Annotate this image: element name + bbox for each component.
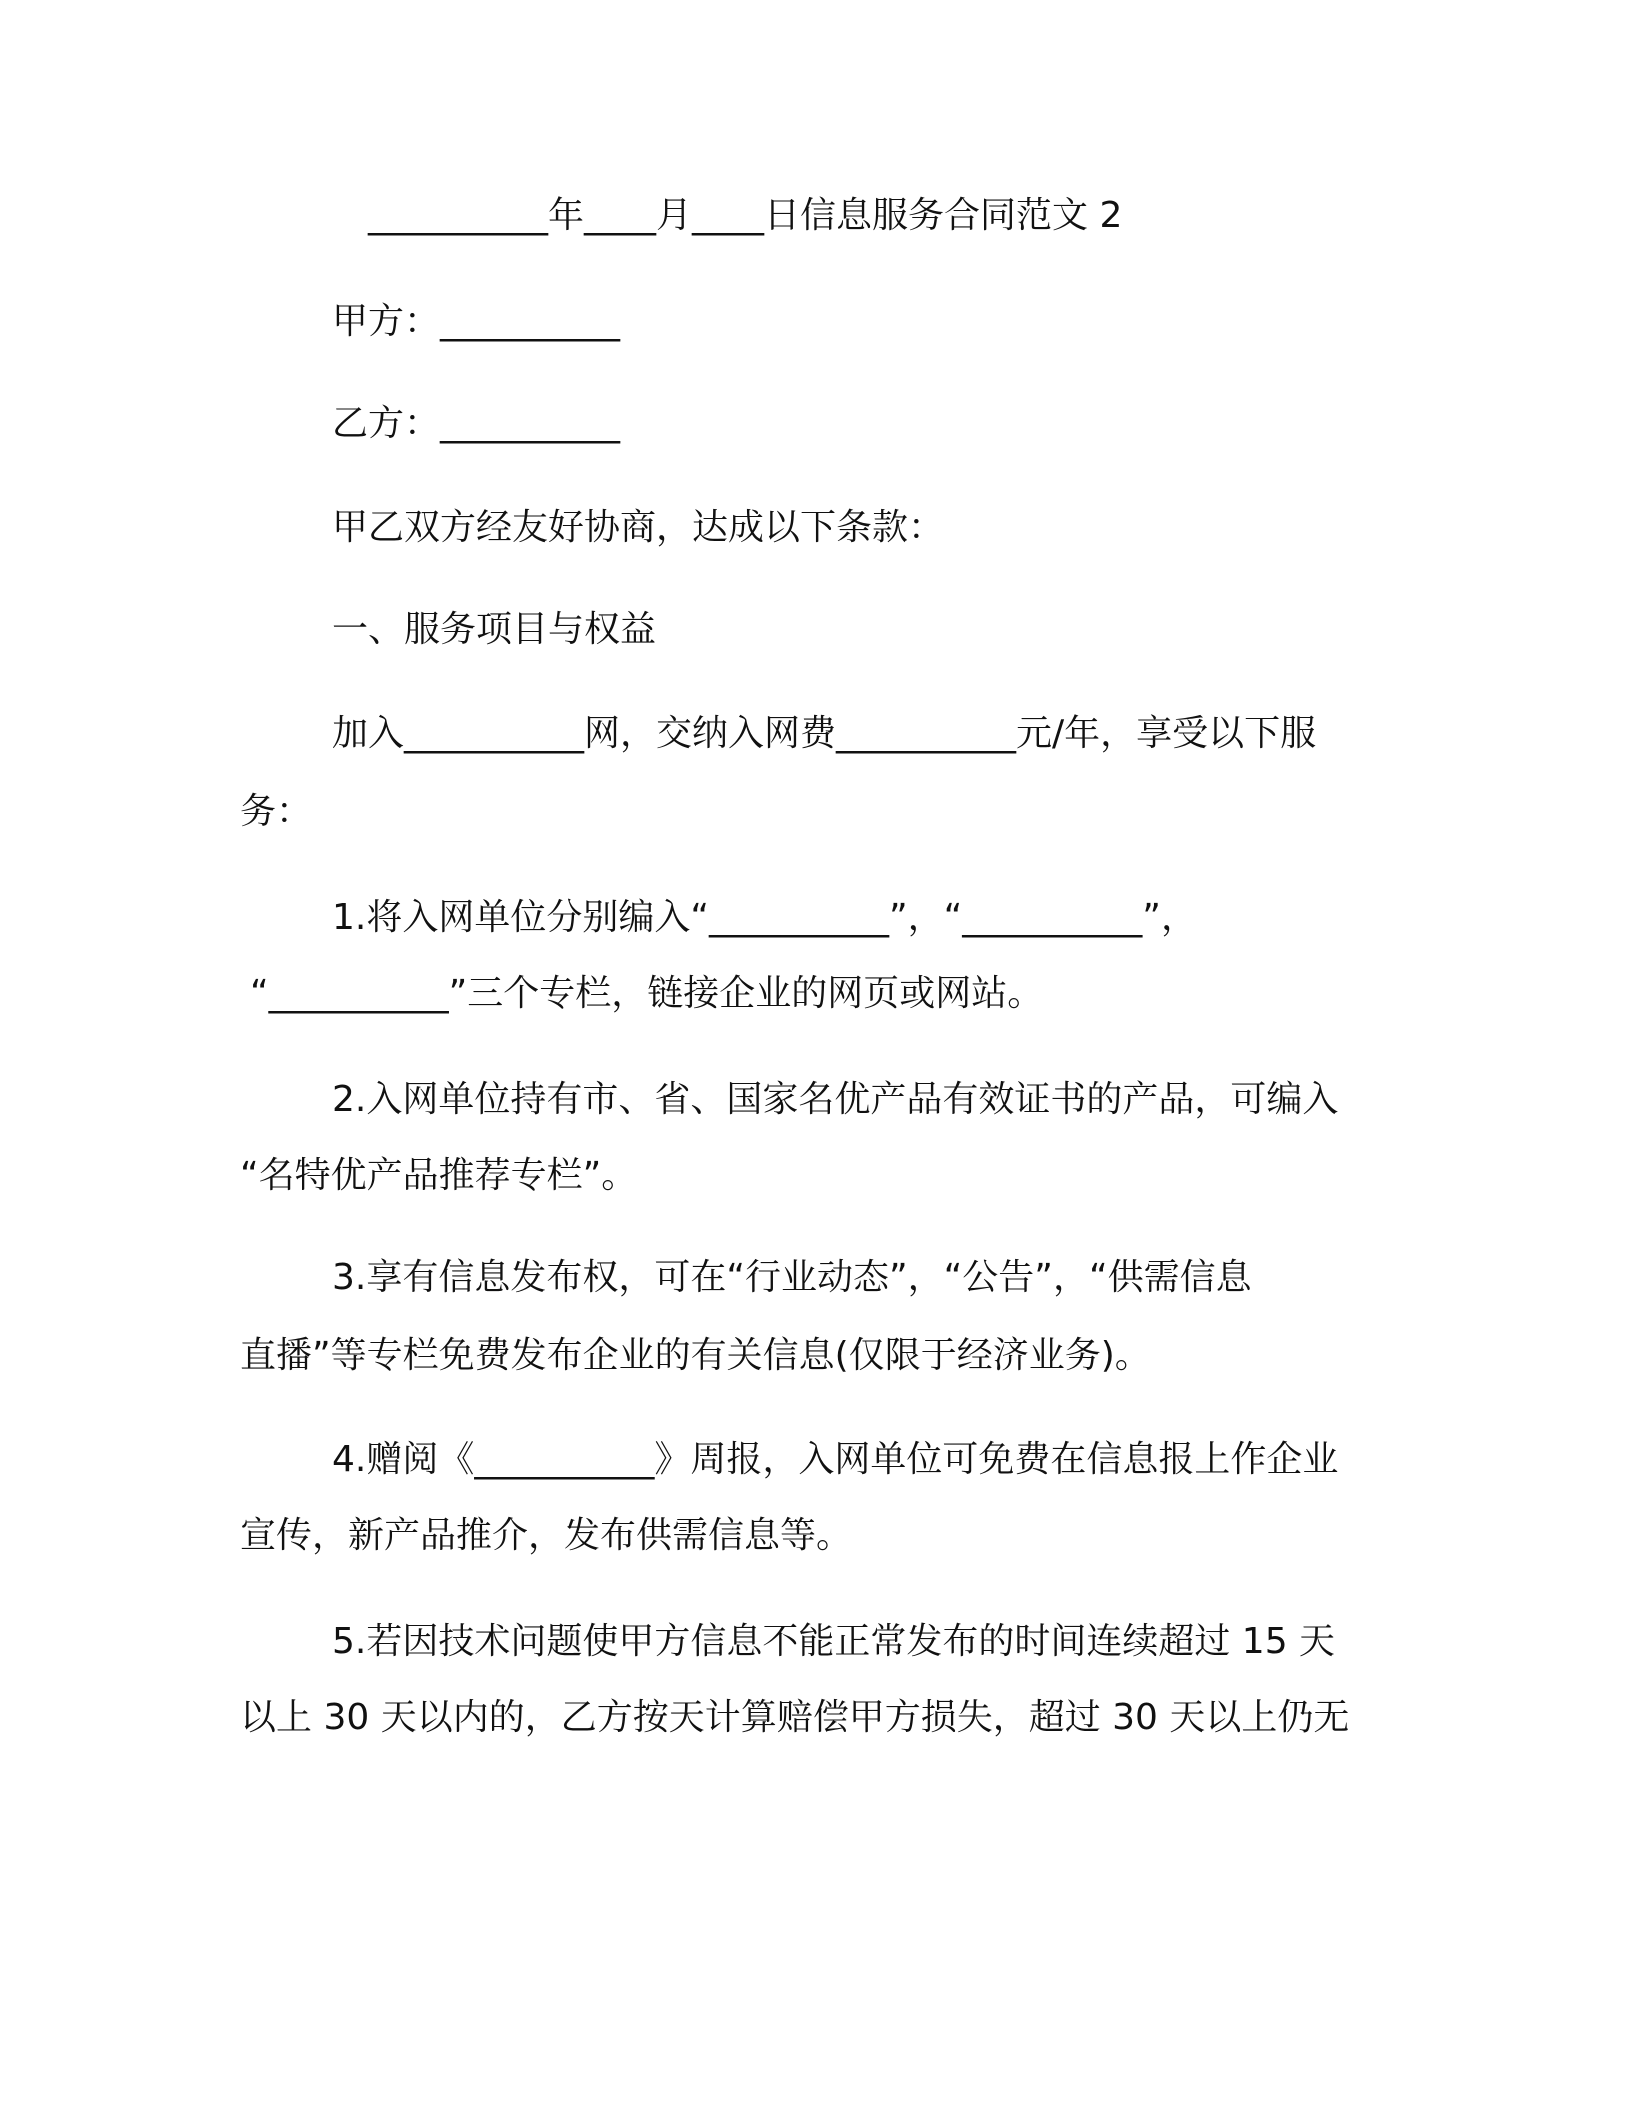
join-fee-line-1: 加入__________网，交纳入网费__________元/年，享受以下服 [332,713,1317,754]
document-title: __________年____月____日信息服务合同范文 2 [368,195,1123,236]
section-heading: 一、服务项目与权益 [332,609,657,650]
service-item-2-line-2: “名特优产品推荐专栏”。 [240,1155,638,1196]
service-item-2-line-1: 2.入网单位持有市、省、国家名优产品有效证书的产品，可编入 [332,1079,1339,1120]
join-fee-line-2: 务： [240,791,313,832]
party-b-line: 乙方：__________ [332,403,621,444]
service-item-4-line-2: 宣传，新产品推介，发布供需信息等。 [240,1515,853,1556]
service-item-3-line-2: 直播”等专栏免费发布企业的有关信息(仅限于经济业务)。 [240,1335,1151,1376]
service-item-1-line-2: “__________”三个专栏，链接企业的网页或网站。 [250,973,1044,1014]
intro-paragraph: 甲乙双方经友好协商，达成以下条款： [332,507,945,548]
service-item-4-line-1: 4.赠阅《__________》周报，入网单位可免费在信息报上作企业 [332,1439,1339,1480]
service-item-5-line-1: 5.若因技术问题使甲方信息不能正常发布的时间连续超过 15 天 [332,1621,1336,1662]
party-a-line: 甲方：__________ [332,301,621,342]
service-item-5-line-2: 以上 30 天以内的，乙方按天计算赔偿甲方损失，超过 30 天以上仍无 [240,1697,1350,1738]
service-item-1-line-1: 1.将入网单位分别编入“__________”，“__________”， [332,897,1197,938]
service-item-3-line-1: 3.享有信息发布权，可在“行业动态”，“公告”，“供需信息 [332,1257,1252,1298]
